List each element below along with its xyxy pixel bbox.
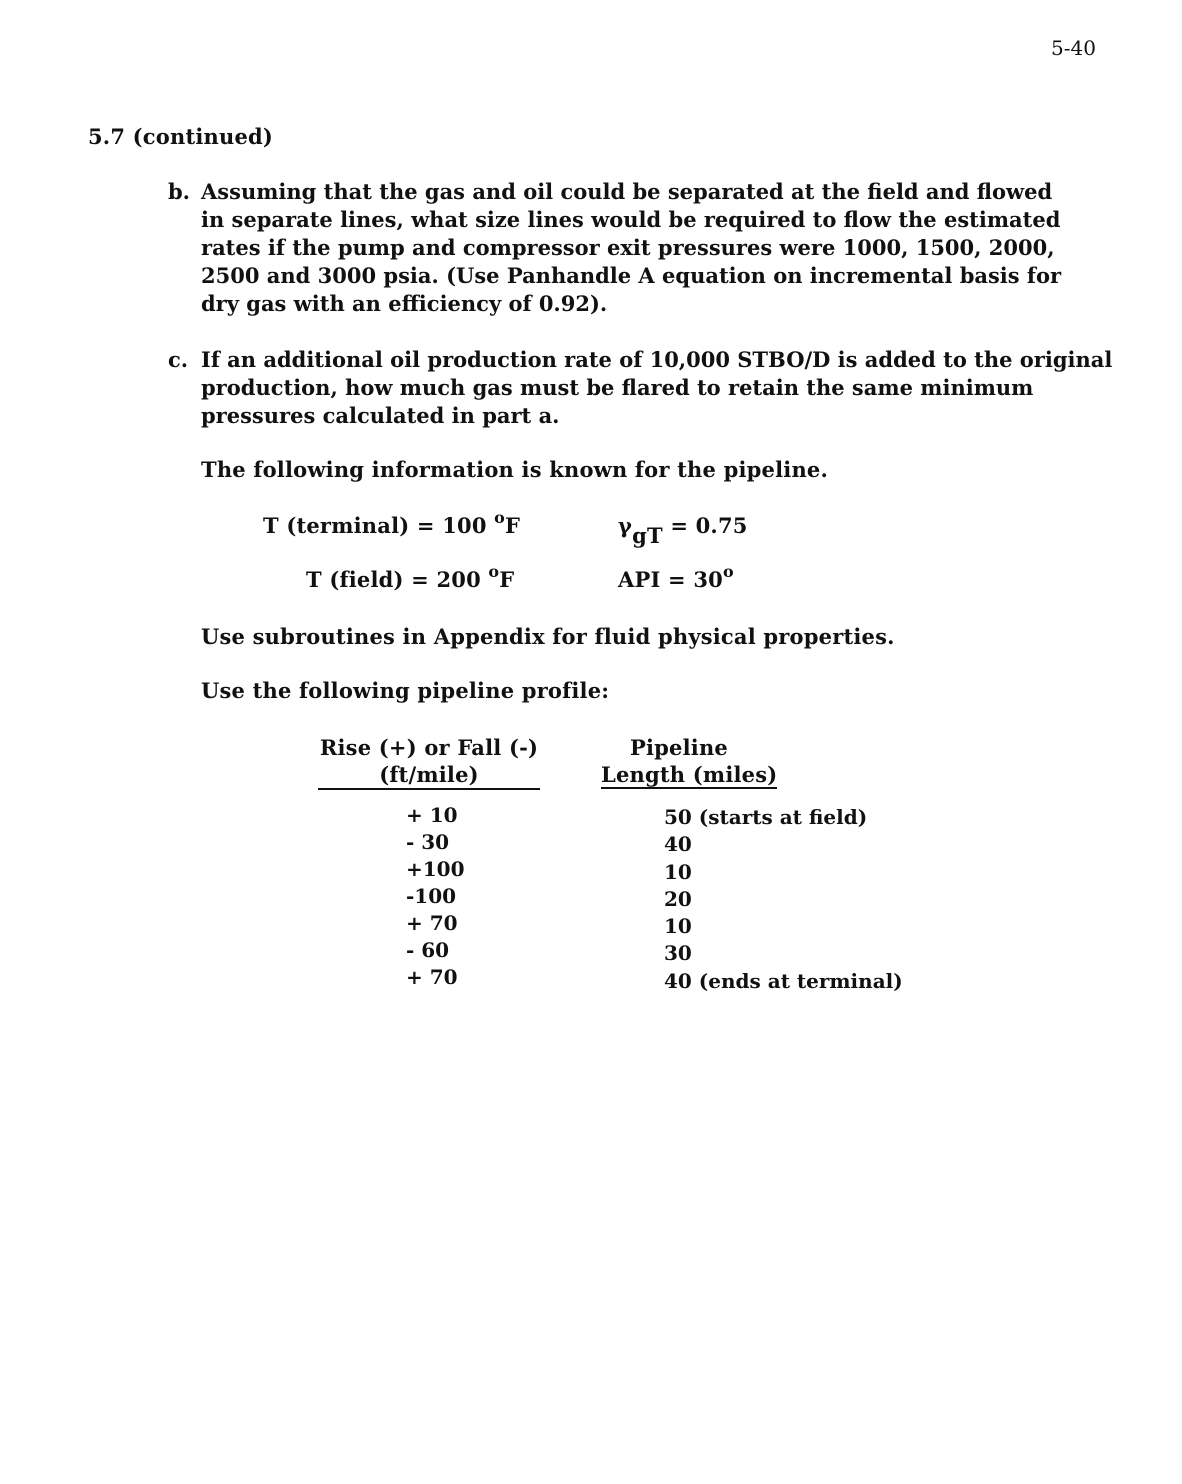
gamma-symbol: γ xyxy=(618,513,633,538)
t-terminal-lhs: T (terminal) = 100 xyxy=(263,513,487,538)
known-info-intro: The following information is known for the pipeline. xyxy=(201,457,828,482)
table-cell-rise-fall: - 30 xyxy=(406,830,450,854)
subroutines-note: Use subroutines in Appendix for fluid physical properties. xyxy=(201,624,895,649)
table-cell-length: 30 xyxy=(664,941,692,965)
part-b-line: Assuming that the gas and oil could be separated at the field and flowed xyxy=(201,179,1053,204)
part-c xyxy=(168,346,1113,436)
gamma-value: = 0.75 xyxy=(670,513,748,538)
gamma-gt xyxy=(618,513,748,548)
part-b-line: in separate lines, what size lines would be required to flow the estimated xyxy=(201,207,1061,232)
page-number: 5-40 xyxy=(1051,36,1096,60)
part-b-line: rates if the pump and compressor exit pressures were 1000, 1500, 2000, xyxy=(201,235,1055,260)
table-cell-length: 10 xyxy=(664,914,692,938)
degree-mark: o xyxy=(494,508,506,527)
part-c-line: pressures calculated in part a. xyxy=(201,403,560,428)
profile-intro: Use the following pipeline profile: xyxy=(201,678,610,703)
col1-header-line2: (ft/mile) xyxy=(318,762,540,790)
table-cell-length: 40 xyxy=(664,832,692,856)
col2-header-line2: Length (miles) xyxy=(601,762,778,787)
t-field-lhs: T (field) = 200 xyxy=(306,567,481,592)
table-cell-rise-fall: -100 xyxy=(406,884,457,908)
t-terminal-unit: F xyxy=(505,513,521,538)
part-b-line: dry gas with an efficiency of 0.92). xyxy=(201,291,608,316)
part-b xyxy=(168,178,1068,328)
section-heading: 5.7 (continued) xyxy=(88,124,274,149)
part-b-line: 2500 and 3000 psia. (Use Panhandle A equation on incremental basis for xyxy=(201,263,1062,288)
part-c-line: If an additional oil production rate of 10,000 STBO/D is added to the original xyxy=(201,347,1113,372)
api-degree: o xyxy=(722,562,734,581)
gamma-subscript: gT xyxy=(632,523,663,548)
table-cell-length: 10 xyxy=(664,860,692,884)
t-terminal xyxy=(263,508,521,538)
t-field xyxy=(306,562,515,592)
part-b-label: b. xyxy=(168,179,190,204)
table-cell-rise-fall: + 10 xyxy=(406,803,458,827)
col1-header-line1: Rise (+) or Fall (-) xyxy=(319,735,539,760)
part-c-label: c. xyxy=(168,347,189,372)
table-cell-rise-fall: +100 xyxy=(406,857,465,881)
t-field-unit: F xyxy=(499,567,515,592)
api-lhs: API = 30 xyxy=(618,567,723,592)
table-cell-length: 40 (ends at terminal) xyxy=(664,969,903,993)
part-c-line: production, how much gas must be flared to retain the same minimum xyxy=(201,375,1034,400)
api-gravity xyxy=(618,562,734,592)
degree-mark: o xyxy=(488,562,500,581)
table-cell-rise-fall: + 70 xyxy=(406,911,458,935)
col2-header-line1: Pipeline xyxy=(630,735,728,760)
table-cell-length: 20 xyxy=(664,887,692,911)
table-cell-length: 50 (starts at field) xyxy=(664,805,868,829)
table-cell-rise-fall: - 60 xyxy=(406,938,450,962)
table-cell-rise-fall: + 70 xyxy=(406,965,458,989)
